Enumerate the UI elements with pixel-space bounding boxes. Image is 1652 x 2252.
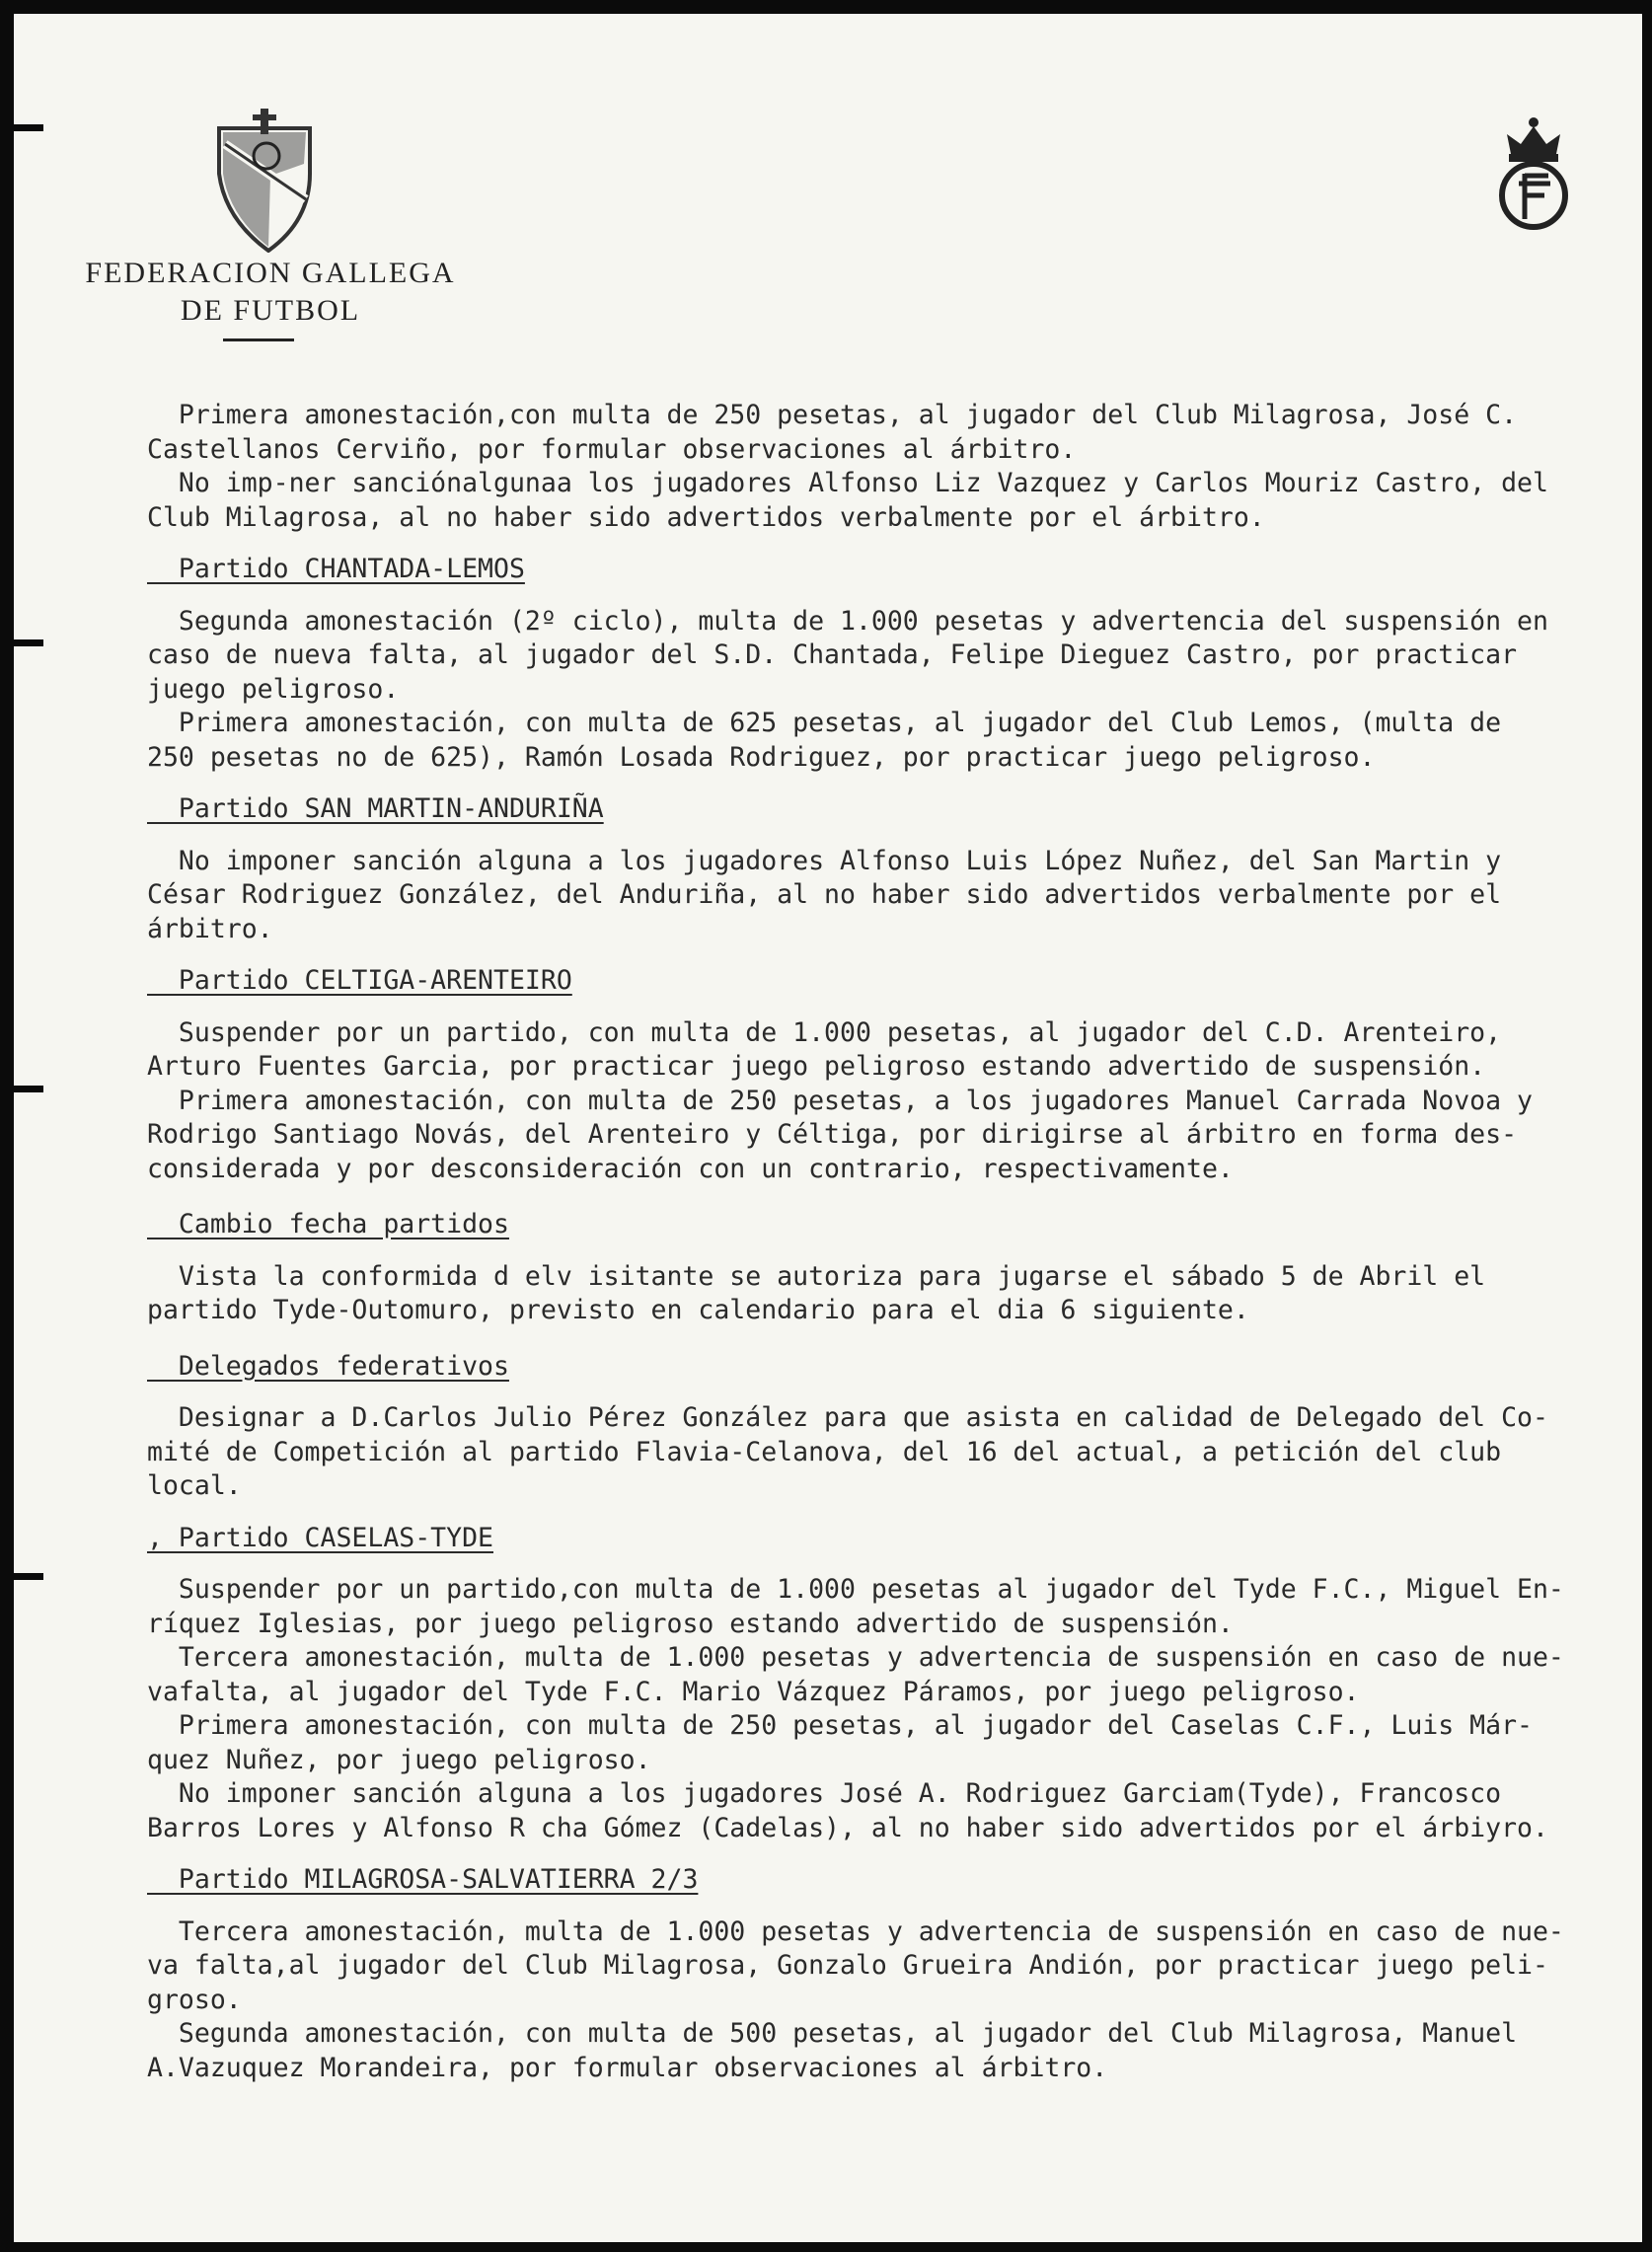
body-line: Segunda amonestación (2º ciclo), multa de 1.000 pesetas y advertencia del suspensión en <box>147 605 1548 637</box>
section-delegados <box>147 1350 1642 1504</box>
body-line: árbitro. <box>147 913 273 944</box>
body-line: local. <box>147 1470 242 1501</box>
section-chantada-lemos <box>147 553 1642 775</box>
binder-hole-mark <box>14 639 43 646</box>
body-line: quez Nuñez, por juego peligroso. <box>147 1744 651 1775</box>
section-milagrosa <box>147 399 1642 535</box>
federation-name <box>63 255 478 330</box>
galician-federation-shield-icon <box>211 105 320 253</box>
body-line: No imponer sanción alguna a los jugadores Alfonso Luis López Nuñez, del San Martin y <box>147 845 1502 876</box>
section-heading: Partido MILAGROSA-SALVATIERRA 2/3 <box>147 1864 699 1895</box>
body-line: mité de Competición al partido Flavia-Celanova, del 16 del actual, a petición del club <box>147 1436 1502 1467</box>
section-cambio-fecha <box>147 1208 1642 1328</box>
document-page <box>14 14 1642 2242</box>
section-milagrosa-salvatierra <box>147 1863 1642 2085</box>
federation-name-line1: FEDERACION GALLEGA <box>85 257 456 289</box>
binder-hole-mark <box>14 1086 43 1092</box>
section-celtiga-arenteiro <box>147 964 1642 1186</box>
body-line: No imp-ner sanciónalgunaa los jugadores Alfonso Liz Vazquez y Carlos Mouriz Castro, del <box>147 468 1548 498</box>
body-line: Suspender por un partido,con multa de 1.000 pesetas al jugador del Tyde F.C., Miguel En- <box>147 1574 1564 1605</box>
body-line: Vista la conformida d elv isitante se autoriza para jugarse el sábado 5 de Abril el <box>147 1260 1486 1292</box>
body-line: Primera amonestación, con multa de 250 pesetas, al jugador del Caselas C.F., Luis Már- <box>147 1710 1533 1741</box>
spanish-federation-crowned-crest-icon <box>1489 114 1578 233</box>
section-heading: Partido CELTIGA-ARENTEIRO <box>147 965 572 996</box>
section-heading: , Partido CASELAS-TYDE <box>147 1522 493 1553</box>
body-line: 250 pesetas no de 625), Ramón Losada Rodriguez, por practicar juego peligroso. <box>147 741 1376 773</box>
section-heading: Partido CHANTADA-LEMOS <box>147 554 525 584</box>
binder-hole-mark <box>14 1573 43 1580</box>
body-line: Castellanos Cerviño, por formular observaciones al árbitro. <box>147 433 1077 465</box>
body-line: Primera amonestación, con multa de 625 pesetas, al jugador del Club Lemos, (multa de <box>147 708 1502 738</box>
section-heading: Delegados federativos <box>147 1350 509 1382</box>
letterhead-rule <box>223 338 294 341</box>
body-line: Primera amonestación,con multa de 250 pesetas, al jugador del Club Milagrosa, José C. <box>147 400 1518 430</box>
body-line: Tercera amonestación, multa de 1.000 pesetas y advertencia de suspensión en caso de nue- <box>147 1915 1564 1947</box>
section-san-martin-andurina <box>147 792 1642 946</box>
section-heading: Partido SAN MARTIN-ANDURIÑA <box>147 793 604 824</box>
federation-name-line2: DE FUTBOL <box>180 294 361 327</box>
body-line: caso de nueva falta, al jugador del S.D. Chantada, Felipe Dieguez Castro, por practicar <box>147 639 1518 670</box>
section-caselas-tyde <box>147 1522 1642 1846</box>
body-line: Barros Lores y Alfonso R cha Gómez (Cadelas), al no haber sido advertidos por el árbiyro. <box>147 1812 1548 1843</box>
body-line: va falta,al jugador del Club Milagrosa, Gonzalo Grueira Andión, por practicar juego peli- <box>147 1950 1548 1981</box>
body-line: juego peligroso. <box>147 673 400 705</box>
body-line: ríquez Iglesias, por juego peligroso estando advertido de suspensión. <box>147 1608 1234 1639</box>
body-line: César Rodriguez González, del Anduriña, al no haber sido advertidos verbalmente por el <box>147 879 1502 910</box>
letter-body <box>147 399 1642 2085</box>
body-line: Rodrigo Santiago Novás, del Arenteiro y Céltiga, por dirigirse al árbitro en forma des- <box>147 1119 1518 1150</box>
binder-hole-mark <box>14 124 43 131</box>
body-line: partido Tyde-Outomuro, previsto en calendario para el dia 6 siguiente. <box>147 1295 1249 1325</box>
body-line: groso. <box>147 1984 242 2015</box>
body-line: A.Vazuquez Morandeira, por formular observaciones al árbitro. <box>147 2052 1108 2083</box>
body-line: Primera amonestación, con multa de 250 pesetas, a los jugadores Manuel Carrada Novoa y <box>147 1085 1533 1116</box>
body-line: considerada y por desconsideración con un contrario, respectivamente. <box>147 1153 1234 1184</box>
body-line: Arturo Fuentes Garcia, por practicar juego peligroso estando advertido de suspensión. <box>147 1051 1486 1082</box>
section-heading: Cambio fecha partidos <box>147 1209 509 1239</box>
body-line: Tercera amonestación, multa de 1.000 pesetas y advertencia de suspensión en caso de nue- <box>147 1642 1564 1673</box>
body-line: Designar a D.Carlos Julio Pérez González para que asista en calidad de Delegado del Co- <box>147 1402 1548 1433</box>
body-line: No imponer sanción alguna a los jugadores José A. Rodriguez Garciam(Tyde), Francosco <box>147 1778 1502 1809</box>
body-line: vafalta, al jugador del Tyde F.C. Mario Vázquez Páramos, por juego peligroso. <box>147 1676 1360 1707</box>
body-line: Club Milagrosa, al no haber sido advertidos verbalmente por el árbitro. <box>147 501 1265 533</box>
body-line: Suspender por un partido, con multa de 1.000 pesetas, al jugador del C.D. Arenteiro, <box>147 1016 1502 1048</box>
body-line: Segunda amonestación, con multa de 500 pesetas, al jugador del Club Milagrosa, Manuel <box>147 2018 1518 2049</box>
